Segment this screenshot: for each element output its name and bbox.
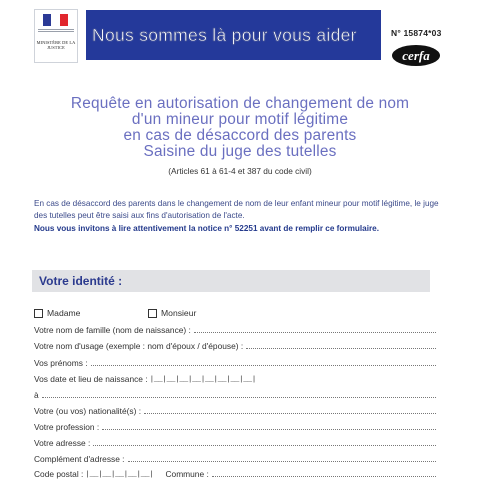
field-code-postal-commune — [34, 467, 436, 479]
field-date-lieu — [34, 372, 264, 384]
birth-place-input[interactable] — [42, 397, 436, 398]
birth-date-input[interactable]: |__|__|__|__|__|__|__|__| — [149, 376, 257, 384]
title-line-2: d'un mineur pour motif légitime — [131, 111, 349, 128]
ministry-logo — [34, 9, 78, 63]
notice-text: Nous vous invitons à lire attentivement la notice n° 52251 avant de remplir ce formulaire. — [34, 224, 379, 233]
field-label: Votre profession : — [34, 422, 100, 432]
section-title: Votre identité : — [39, 274, 123, 288]
monsieur-checkbox[interactable] — [148, 309, 157, 318]
field-label: Votre (ou vos) nationalité(s) : — [34, 406, 142, 416]
section-identity-header — [32, 270, 430, 292]
help-banner — [86, 10, 381, 60]
field-label: Vos prénoms : — [34, 358, 88, 368]
title-line-3: en cas de désaccord des parents — [123, 127, 357, 144]
french-flag-icon — [43, 14, 68, 26]
field-label: Vos date et lieu de naissance : — [34, 374, 148, 384]
nom-usage-input[interactable] — [246, 348, 436, 349]
cerfa-logo: cerfa — [392, 45, 440, 66]
nom-famille-input[interactable] — [194, 332, 436, 333]
complement-input[interactable] — [128, 461, 436, 462]
field-label: Votre adresse : — [34, 438, 91, 448]
prenoms-input[interactable] — [91, 365, 436, 366]
field-nationalites — [34, 404, 436, 416]
madame-checkbox[interactable] — [34, 309, 43, 318]
field-adresse — [34, 436, 436, 448]
field-label: Complément d'adresse : — [34, 454, 125, 464]
field-nom-usage — [34, 339, 436, 351]
field-label: Code postal : — [34, 469, 84, 479]
banner-text: Nous sommes là pour vous aider — [92, 24, 357, 45]
field-lieu — [34, 388, 436, 400]
commune-input[interactable] — [212, 476, 436, 477]
articles-reference: (Articles 61 à 61-4 et 387 du code civil) — [168, 166, 312, 176]
field-label: Votre nom de famille (nom de naissance) : — [34, 325, 191, 335]
monsieur-label: Monsieur — [161, 308, 197, 318]
code-postal-input[interactable]: |__|__|__|__|__| — [85, 471, 154, 479]
adresse-input[interactable] — [93, 445, 436, 446]
nationalites-input[interactable] — [144, 413, 436, 414]
title-line-1: Requête en autorisation de changement de nom — [70, 95, 410, 112]
profession-input[interactable] — [102, 429, 436, 430]
ministry-name: MINISTÈRE DE LA JUSTICE — [36, 40, 76, 50]
field-label: à — [34, 390, 39, 400]
commune-label: Commune : — [165, 469, 209, 479]
madame-label: Madame — [47, 308, 81, 318]
field-complement — [34, 452, 436, 464]
field-nom-famille — [34, 323, 436, 335]
form-title — [0, 96, 480, 160]
cerfa-number: N° 15874*03 — [391, 28, 442, 38]
intro-text: En cas de désaccord des parents dans le changement de nom de leur enfant mineur pour motif légitime, le juge des tutelles peut être saisi aux fins d'autorisation de l'acte. — [34, 199, 439, 220]
marianne-text-lines — [38, 28, 74, 36]
field-prenoms — [34, 356, 436, 368]
field-label: Votre nom d'usage (exemple : nom d'époux / d'épouse) : — [34, 341, 244, 351]
title-line-4: Saisine du juge des tutelles — [143, 143, 337, 160]
field-profession — [34, 420, 436, 432]
